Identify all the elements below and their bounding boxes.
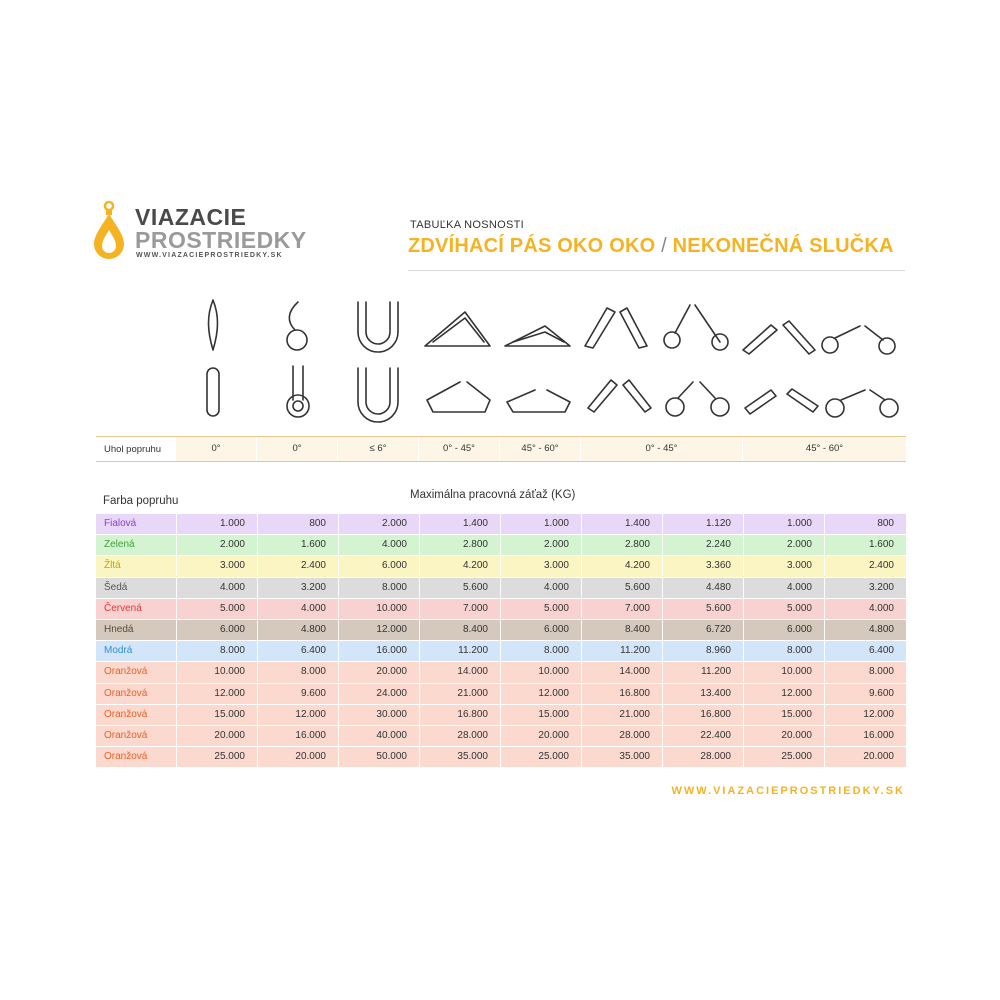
row-color-name: Zelená	[104, 539, 135, 551]
page-title	[408, 235, 894, 258]
table-cell: 5.600	[581, 578, 662, 598]
table-cell: 4.000	[500, 578, 581, 598]
angle-cell: 0° - 45°	[581, 437, 742, 461]
table-cell: 12.000	[338, 620, 419, 640]
two-leg-60-icon	[743, 321, 818, 414]
table-cell: 28.000	[662, 747, 743, 767]
table-cell: 3.200	[257, 578, 338, 598]
basket-hitch-icon	[358, 302, 398, 422]
table-cell: 11.200	[662, 662, 743, 682]
table-row	[96, 641, 906, 662]
table-cell: 35.000	[419, 747, 500, 767]
table-cell: 8.000	[824, 662, 906, 682]
table-cell: 12.000	[824, 705, 906, 725]
angle-cell: 0°	[176, 437, 256, 461]
table-cell: 6.000	[338, 556, 419, 576]
table-cell: 14.000	[581, 662, 662, 682]
table-cell: 2.800	[581, 535, 662, 555]
table-cell: 1.000	[176, 514, 257, 534]
brand-logo	[90, 200, 310, 270]
table-cell: 3.000	[500, 556, 581, 576]
table-cell: 5.600	[662, 599, 743, 619]
row-color-name: Modrá	[104, 645, 133, 657]
basket-60-icon	[505, 326, 570, 412]
table-cell: 28.000	[419, 726, 500, 746]
two-leg-choke-60-icon	[822, 326, 898, 417]
table-cell: 20.000	[743, 726, 824, 746]
table-row	[96, 726, 906, 747]
table-cell: 20.000	[824, 747, 906, 767]
table-cell: 8.000	[500, 641, 581, 661]
table-cell: 7.000	[581, 599, 662, 619]
table-cell: 9.600	[257, 684, 338, 704]
table-cell: 40.000	[338, 726, 419, 746]
table-cell: 24.000	[338, 684, 419, 704]
table-cell: 4.000	[176, 578, 257, 598]
table-cell: 2.800	[419, 535, 500, 555]
table-cell: 10.000	[338, 599, 419, 619]
table-cell: 10.000	[176, 662, 257, 682]
row-color-name: Červená	[104, 602, 142, 614]
basket-45-icon	[425, 312, 490, 412]
table-cell: 8.960	[662, 641, 743, 661]
table-cell: 25.000	[176, 747, 257, 767]
title-part2: NEKONEČNÁ SLUČKA	[672, 235, 894, 257]
table-cell: 10.000	[743, 662, 824, 682]
table-cell: 11.200	[419, 641, 500, 661]
table-cell: 16.000	[257, 726, 338, 746]
table-cell: 8.000	[176, 641, 257, 661]
table-cell: 8.000	[257, 662, 338, 682]
table-row	[96, 599, 906, 620]
table-cell: 12.000	[743, 684, 824, 704]
table-cell: 1.600	[257, 535, 338, 555]
table-cell: 15.000	[176, 705, 257, 725]
table-cell: 4.200	[581, 556, 662, 576]
row-color-name: Fialová	[104, 518, 137, 529]
table-cell: 2.400	[824, 556, 906, 576]
table-cell: 1.120	[662, 514, 743, 534]
table-cell: 13.400	[662, 684, 743, 704]
table-row	[96, 620, 906, 641]
title-divider	[408, 270, 905, 271]
table-cell: 20.000	[338, 662, 419, 682]
table-cell: 4.200	[419, 556, 500, 576]
table-cell: 6.000	[176, 620, 257, 640]
table-row	[96, 514, 906, 535]
table-cell: 15.000	[500, 705, 581, 725]
brand-line1: VIAZACIE	[135, 204, 247, 230]
table-cell: 28.000	[581, 726, 662, 746]
table-cell: 22.400	[662, 726, 743, 746]
table-cell: 1.400	[581, 514, 662, 534]
table-cell: 4.000	[338, 535, 419, 555]
table-cell: 1.000	[743, 514, 824, 534]
table-cell: 1.400	[419, 514, 500, 534]
row-color-name: Oranžová	[104, 729, 148, 741]
table-cell: 2.000	[500, 535, 581, 555]
brand-line2: PROSTRIEDKY	[135, 227, 307, 253]
table-cell: 21.000	[419, 684, 500, 704]
choke-hitch-icon	[287, 302, 309, 417]
table-cell: 4.800	[257, 620, 338, 640]
table-cell: 16.800	[581, 684, 662, 704]
table-cell: 5.000	[743, 599, 824, 619]
table-cell: 12.000	[257, 705, 338, 725]
angle-cell: ≤ 6°	[338, 437, 418, 461]
table-cell: 20.000	[257, 747, 338, 767]
table-cell: 800	[824, 514, 906, 534]
sling-diagrams	[175, 290, 915, 430]
table-cell: 3.360	[662, 556, 743, 576]
row-color-name: Hnedá	[104, 623, 134, 635]
table-cell: 3.200	[824, 578, 906, 598]
table-cell: 10.000	[500, 662, 581, 682]
color-column-header: Farba popruhu	[103, 495, 179, 507]
table-row	[96, 747, 906, 768]
table-cell: 6.720	[662, 620, 743, 640]
row-color-name: Oranžová	[104, 666, 148, 678]
title-separator: /	[661, 235, 667, 257]
table-row	[96, 578, 906, 599]
table-cell: 8.000	[338, 578, 419, 598]
table-cell: 2.000	[743, 535, 824, 555]
eye-eye-straight-icon	[207, 300, 219, 416]
table-row	[96, 684, 906, 705]
row-color-name: Žltá	[104, 560, 121, 572]
table-cell: 1.000	[500, 514, 581, 534]
row-color-name: Oranžová	[104, 708, 148, 720]
two-leg-45-icon	[585, 308, 651, 412]
table-cell: 4.000	[257, 599, 338, 619]
footer-url: WWW.VIAZACIEPROSTRIEDKY.SK	[671, 785, 905, 797]
angle-cell: 0°	[257, 437, 337, 461]
table-cell: 4.800	[824, 620, 906, 640]
table-cell: 1.600	[824, 535, 906, 555]
table-cell: 4.000	[743, 578, 824, 598]
table-cell: 4.480	[662, 578, 743, 598]
table-cell: 12.000	[500, 684, 581, 704]
table-cell: 800	[257, 514, 338, 534]
load-table	[96, 514, 906, 768]
table-cell: 6.000	[500, 620, 581, 640]
two-leg-choke-45-icon	[664, 305, 729, 416]
load-column-header: Maximálna pracovná záťaž (KG)	[410, 489, 576, 501]
angle-row	[96, 436, 906, 462]
table-cell: 14.000	[419, 662, 500, 682]
table-cell: 11.200	[581, 641, 662, 661]
table-cell: 30.000	[338, 705, 419, 725]
row-color-name: Šedá	[104, 581, 128, 593]
angle-cell: 45° - 60°	[500, 437, 580, 461]
table-cell: 16.000	[338, 641, 419, 661]
row-color-name: Oranžová	[104, 751, 148, 763]
table-cell: 6.400	[824, 641, 906, 661]
table-cell: 4.000	[824, 599, 906, 619]
table-cell: 12.000	[176, 684, 257, 704]
table-cell: 2.000	[176, 535, 257, 555]
table-cell: 8.000	[743, 641, 824, 661]
drop-hook-icon	[90, 200, 130, 262]
table-cell: 9.600	[824, 684, 906, 704]
angle-cell: 0° - 45°	[419, 437, 499, 461]
table-cell: 21.000	[581, 705, 662, 725]
table-cell: 3.000	[743, 556, 824, 576]
table-cell: 50.000	[338, 747, 419, 767]
table-cell: 16.800	[662, 705, 743, 725]
table-cell: 16.800	[419, 705, 500, 725]
table-cell: 7.000	[419, 599, 500, 619]
angle-cell: 45° - 60°	[743, 437, 906, 461]
table-cell: 5.600	[419, 578, 500, 598]
table-cell: 3.000	[176, 556, 257, 576]
table-cell: 5.000	[500, 599, 581, 619]
table-row	[96, 705, 906, 726]
angle-label: Uhol popruhu	[104, 444, 162, 455]
table-cell: 2.000	[338, 514, 419, 534]
table-cell: 8.400	[419, 620, 500, 640]
table-row	[96, 535, 906, 556]
table-row	[96, 662, 906, 683]
table-cell: 20.000	[176, 726, 257, 746]
table-cell: 16.000	[824, 726, 906, 746]
table-cell: 20.000	[500, 726, 581, 746]
table-cell: 8.400	[581, 620, 662, 640]
table-cell: 2.400	[257, 556, 338, 576]
table-cell: 15.000	[743, 705, 824, 725]
page-subtitle: TABUĽKA NOSNOSTI	[410, 219, 525, 231]
table-row	[96, 556, 906, 577]
brand-url: WWW.VIAZACIEPROSTRIEDKY.SK	[136, 252, 283, 259]
title-part1: ZDVÍHACÍ PÁS OKO OKO	[408, 235, 656, 257]
table-cell: 5.000	[176, 599, 257, 619]
table-cell: 35.000	[581, 747, 662, 767]
table-cell: 2.240	[662, 535, 743, 555]
table-cell: 25.000	[500, 747, 581, 767]
table-cell: 6.000	[743, 620, 824, 640]
table-cell: 6.400	[257, 641, 338, 661]
row-color-name: Oranžová	[104, 687, 148, 699]
table-cell: 25.000	[743, 747, 824, 767]
